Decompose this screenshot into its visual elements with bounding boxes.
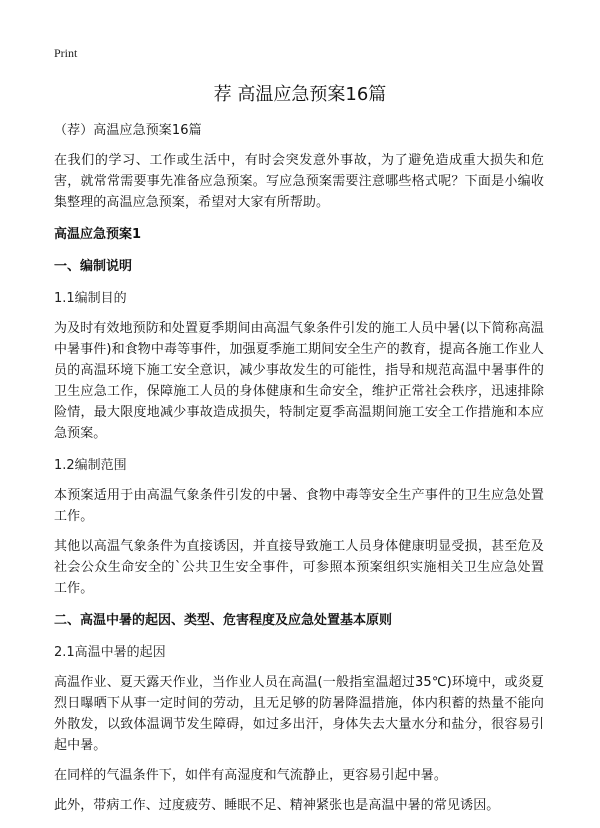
paragraph-other-events: 其他以高温气象条件为直接诱因，并直接导致施工人员身体健康明显受损，甚至危及社会公众生命安全的`公共卫生安全事件，可参照本预案组织实施相关卫生应急处置工作。 xyxy=(54,539,544,596)
print-label: Print xyxy=(54,46,78,60)
heading-1: 一、编制说明 xyxy=(54,259,133,274)
subtitle: （荐）高温应急预案16篇 xyxy=(54,123,202,138)
subheading-1-1: 1.1编制目的 xyxy=(54,291,127,306)
heading-2: 二、高温中暑的起因、类型、危害程度及应急处置基本原则 xyxy=(54,613,393,628)
subheading-2-1: 2.1高温中暑的起因 xyxy=(54,645,166,660)
paragraph-causes: 高温作业、夏天露天作业，当作业人员在高温(一般指室温超过35℃)环境中，或炎夏烈日曝晒下从事一定时间的劳动，且无足够的防暑降温措施，体内积蓄的热量不能向外散发，以致体温调节发生障碍，如过多出汗，身体失去大量水分和盐分，很容易引起中暑。 xyxy=(54,675,544,753)
paragraph-other-causes: 此外，带病工作、过度疲劳、睡眠不足、精神紧张也是高温中暑的常见诱因。 xyxy=(54,798,500,813)
paragraph-humidity: 在同样的气温条件下，如伴有高湿度和气流静止，更容易引起中暑。 xyxy=(54,768,448,783)
paragraph-scope: 本预案适用于由高温气象条件引发的中暑、食物中毒等安全生产事件的卫生应急处置工作。 xyxy=(54,488,544,524)
document-title: 荐 高温应急预案16篇 xyxy=(213,84,387,105)
section-title: 高温应急预案1 xyxy=(54,227,142,242)
document-body xyxy=(54,120,544,816)
intro-paragraph: 在我们的学习、工作或生活中，有时会突发意外事故，为了避免造成重大损失和危害，就常常需要事先准备应急预案。写应急预案需要注意哪些格式呢？下面是小编收集整理的高温应急预案，希望对大家有所帮助。 xyxy=(54,153,544,210)
subheading-1-2: 1.2编制范围 xyxy=(54,458,127,473)
paragraph-purpose: 为及时有效地预防和处置夏季期间由高温气象条件引发的施工人员中暑(以下简称高温中暑事件)和食物中毒等事件，加强夏季施工期间安全生产的教育，提高各施工作业人员的高温环境下施工安全意识，减少事故发生的可能性，指导和规范高温中暑事件的卫生应急工作，保障施工人员的身体健康和生命安全，维护正常社会秩序，迅速排除险情，最大限度地减少事故造成损失，特制定夏季高温期间施工安全工作措施和本应急预案。 xyxy=(54,321,544,441)
